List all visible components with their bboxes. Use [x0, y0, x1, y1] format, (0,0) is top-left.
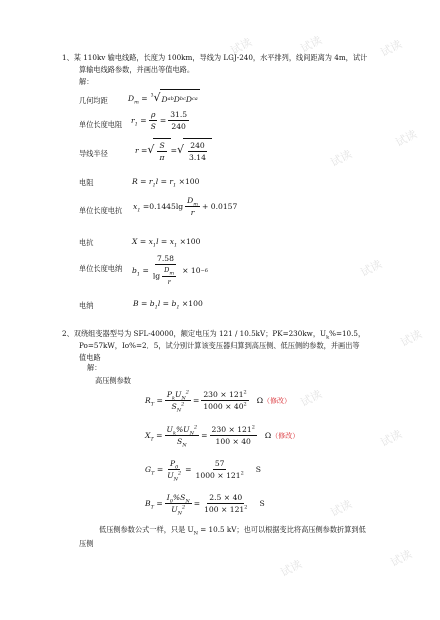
formula-radius: r = √ $\frac{S}{\pi}$ = √ $\frac{240}{3.14}$ — [135, 138, 212, 162]
watermark-text: 试读 — [328, 497, 354, 520]
label-x1: 单位长度电抗 — [79, 206, 123, 215]
gt-square: 2 — [240, 470, 244, 477]
problem-2-text-2: Po=57kW，Io%=2．5，试分别计算该变压器归算到高压侧、低压侧的参数，并画出等 — [79, 341, 360, 350]
rt-denominator: 1000 × 40 — [203, 402, 244, 411]
rt-numerator: 230 × 121 — [203, 390, 244, 399]
x1-const: + 0.0157 — [201, 202, 238, 211]
formula-B: $B = b_1l = b_1$ × 100 — [133, 299, 203, 311]
label-R: 电阻 — [79, 178, 94, 187]
rt-unit: Ω — [256, 396, 264, 405]
rt-edit-note: （修改） — [263, 396, 292, 405]
bt-square: 2 — [244, 504, 248, 511]
formula-X: $X = x_1l = x_1$ × 100 — [132, 237, 201, 249]
bt-denominator: 100 × 121 — [204, 505, 245, 514]
label-gmd: 几何均距 — [79, 96, 108, 105]
problem-2-number: 2、 — [62, 329, 74, 338]
problem-2-solution-label: 解： — [87, 363, 102, 372]
low-side-text: 低压侧参数公式一样，只是 U — [99, 525, 194, 534]
formula-RT: $R_T$ = $\frac{P_kU_N^2}{S_N^2}$ = $\frac{230 \times 121^2}{1000 \times 40^2}$ Ω （修改） — [145, 389, 292, 414]
length-value-R: 100 — [184, 177, 200, 186]
formula-XT: $X_T$ = $\frac{U_k\%U_N^2}{S_N}$ = $\frac{230 \times 121^2}{100 \times 40}$ Ω （修改） — [145, 424, 300, 449]
xt-edit-note: （修改） — [271, 431, 300, 440]
rt-den-square: 2 — [243, 401, 247, 408]
rt-square: 2 — [243, 389, 247, 396]
bt-unit: S — [259, 499, 265, 508]
problem-1-solution-label: 解： — [79, 77, 94, 86]
label-b1: 单位长度电纳 — [79, 264, 123, 273]
formula-R: $R = r_1l = r_1$ × 100 — [132, 177, 200, 189]
length-value-B: 100 — [188, 299, 203, 308]
label-radius: 导线半径 — [79, 149, 108, 158]
watermark-text: 试读 — [398, 327, 424, 350]
formula-BT: $B_T$ = $\frac{I_0\%S_N}{U_N^2}$ = $\frac{2.5 \times 40}{100 \times 121^2}$ S — [145, 493, 265, 517]
b1-exponent-base: × 10 — [182, 266, 201, 275]
xt-numerator: 230 × 121 — [211, 425, 252, 434]
xt-denominator: 100 × 40 — [215, 437, 251, 446]
watermark-text: 试读 — [358, 257, 384, 280]
xt-square: 2 — [251, 424, 255, 431]
watermark-text: 试读 — [393, 127, 419, 150]
formula-x1: $x_1$ = 0.1445lg $\frac{D_m}{r}$ + 0.0157 — [133, 196, 238, 217]
gt-unit: S — [255, 465, 261, 474]
watermark-text: 试读 — [378, 37, 404, 60]
watermark-text: 试读 — [278, 557, 304, 580]
x1-coef: 0.1445lg — [149, 202, 184, 211]
watermark-text: 试读 — [378, 427, 404, 450]
xt-unit: Ω — [264, 431, 272, 440]
watermark-text: 试读 — [328, 147, 354, 170]
bt-numerator: 2.5 × 40 — [209, 493, 243, 502]
problem-2-text-1-end: %=10.5， — [329, 329, 366, 338]
label-X: 电抗 — [79, 238, 94, 247]
formula-b1: $b_1$ = 7.58 lg $\frac{D_m}{r}$ × 10 −6 — [132, 254, 208, 286]
label-B: 电纳 — [79, 301, 94, 310]
low-side-line-1 — [99, 524, 366, 535]
formula-gmd: $D_m$ = $^3$√ D ab D bc D ca — [128, 91, 198, 106]
problem-1-text-1: 某 110kv 输电线路，长度为 100km，导线为 LGJ-240，水平排列，线间距离为 4m，试计 — [73, 53, 368, 62]
radius-s-value: 240 — [190, 140, 205, 150]
uk-subscript: k — [326, 334, 330, 341]
gt-denominator: 1000 × 121 — [195, 471, 241, 480]
problem-2-text-1: 双绕组变器型号为 SFL-40000，额定电压为 121 / 10.5kV；PK=230kw，U — [73, 329, 327, 338]
watermark-text: 试读 — [298, 387, 324, 410]
problem-1-text-2: 算输电线路参数，并画出等值电路。 — [79, 65, 195, 74]
formula-r1: $r_1$ = $\frac{\rho}{S}$ = $\frac{31.5}{240}$ — [131, 110, 188, 131]
low-side-text-end: = 10.5 kV；也可以根据变比将高压侧参数折算到低 — [197, 525, 366, 534]
formula-GT: $G_T$ = $\frac{P_0}{U_N^2}$ = $\frac{57}{1000 \times 121^2}$ S — [145, 459, 261, 483]
b1-numerator: 7.58 — [157, 254, 174, 263]
length-value-X: 100 — [185, 237, 201, 246]
low-side-line-2: 压侧 — [79, 539, 94, 548]
watermark-text: 试读 — [298, 33, 324, 56]
section-area-value: 240 — [171, 122, 186, 131]
rho-value: 31.5 — [170, 110, 188, 119]
high-side-label: 高压侧参数 — [95, 376, 131, 385]
label-r1: 单位长度电阻 — [79, 120, 123, 129]
problem-2-line-1 — [62, 328, 365, 339]
pi-value: 3.14 — [189, 152, 206, 162]
problem-2-text-3: 值电路 — [79, 353, 101, 362]
watermark-text: 试读 — [228, 35, 254, 58]
problem-1-number: 1、 — [62, 53, 74, 62]
problem-1-line-1 — [62, 52, 367, 63]
un-subscript: N — [193, 530, 198, 537]
watermark-text: 试读 — [388, 547, 414, 570]
gt-numerator: 57 — [214, 459, 225, 468]
